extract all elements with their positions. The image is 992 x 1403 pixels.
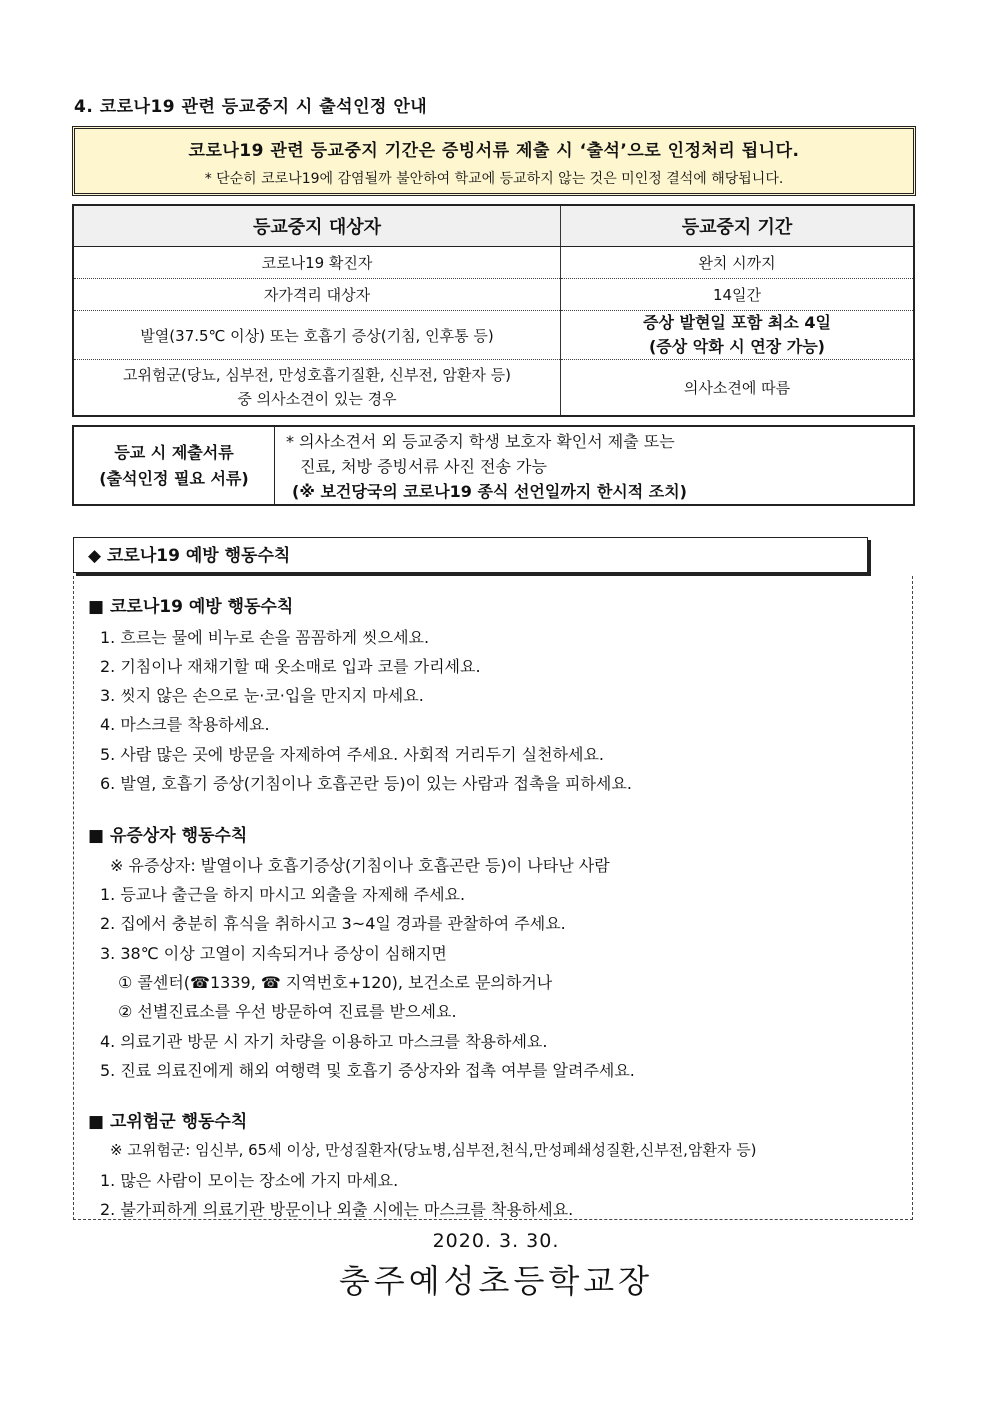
- documents-label: [74, 427, 275, 504]
- period-cell: 14일간: [561, 279, 915, 311]
- documents-label-line: 등교 시 제출서류: [114, 442, 234, 462]
- prevention-title: ■ 코로나19 예방 행동수칙: [88, 597, 294, 617]
- header-target: 등교중지 대상자: [73, 205, 561, 247]
- list-item: 4. 의료기관 방문 시 자기 차량을 이용하고 마스크를 착용하세요.: [100, 1032, 548, 1051]
- period-line: (증상 악화 시 연장 가능): [648, 337, 825, 356]
- documents-line: 진료, 처방 증빙서류 사진 전송 가능: [300, 457, 547, 476]
- target-line: 중 의사소견이 있는 경우: [237, 390, 397, 409]
- document-date: 2020. 3. 30.: [432, 1230, 560, 1252]
- symptomatic-note: ※ 유증상자: 발열이나 호흡기증상(기침이나 호흡곤란 등)이 나타난 사람: [110, 856, 610, 875]
- list-item: 3. 38℃ 이상 고열이 지속되거나 증상이 심해지면: [100, 944, 447, 963]
- high-risk-title: ■ 고위험군 행동수칙: [88, 1112, 248, 1132]
- period-cell: 완치 시까지: [561, 247, 915, 279]
- documents-note: (※ 보건당국의 코로나19 종식 선언일까지 한시적 조치): [292, 482, 687, 501]
- table-row: [73, 311, 914, 360]
- target-cell: 발열(37.5℃ 이상) 또는 호흡기 증상(기침, 인후통 등): [73, 311, 561, 360]
- list-item: 1. 많은 사람이 모이는 장소에 가지 마세요.: [100, 1171, 399, 1190]
- table-row: [73, 279, 914, 311]
- list-subitem: ② 선별진료소를 우선 방문하여 진료를 받으세요.: [118, 1002, 457, 1021]
- list-item: 6. 발열, 호흡기 증상(기침이나 호흡곤란 등)이 있는 사람과 접촉을 피하세요.: [100, 774, 632, 793]
- guide-box: [73, 576, 913, 1220]
- target-cell: 자가격리 대상자: [73, 279, 561, 311]
- suspension-period-table: [72, 204, 915, 417]
- notice-main-line: 코로나19 관련 등교중지 기간은 증빙서류 제출 시 ‘출석’으로 인정처리 됩니다.: [188, 141, 800, 161]
- list-item: 2. 불가피하게 의료기관 방문이나 외출 시에는 마스크를 착용하세요.: [100, 1200, 574, 1219]
- header-period: 등교중지 기간: [561, 205, 915, 247]
- list-item: 5. 진료 의료진에게 해외 여행력 및 호흡기 증상자와 접촉 여부를 알려주세요.: [100, 1061, 635, 1080]
- table-row: [73, 360, 914, 416]
- signer-name: 충주예성초등학교장: [338, 1262, 654, 1300]
- target-cell: [73, 360, 561, 416]
- guide-header-bar: ◆ 코로나19 예방 행동수칙: [73, 537, 868, 573]
- target-cell: 코로나19 확진자: [73, 247, 561, 279]
- attendance-notice-box: [72, 126, 916, 196]
- target-line: 고위험군(당뇨, 심부전, 만성호흡기질환, 신부전, 암환자 등): [123, 366, 511, 385]
- list-subitem: ① 콜센터(☎1339, ☎ 지역번호+120), 보건소로 문의하거나: [118, 973, 553, 992]
- period-line: 증상 발현일 포함 최소 4일: [643, 313, 831, 332]
- list-item: 1. 흐르는 물에 비누로 손을 꼼꼼하게 씻으세요.: [100, 628, 430, 647]
- list-item: 2. 집에서 충분히 휴식을 취하시고 3~4일 경과를 관찰하여 주세요.: [100, 914, 566, 933]
- list-item: 4. 마스크를 착용하세요.: [100, 715, 270, 734]
- documents-label-line: (출석인정 필요 서류): [99, 468, 249, 488]
- required-documents-box: [72, 425, 915, 506]
- table-row: [73, 247, 914, 279]
- period-cell: [561, 311, 915, 360]
- list-item: 5. 사람 많은 곳에 방문을 자제하여 주세요. 사회적 거리두기 실천하세요.: [100, 745, 604, 764]
- high-risk-note: ※ 고위험군: 임신부, 65세 이상, 만성질환자(당뇨병,심부전,천식,만성폐쇄성질환,신부전,암환자 등): [110, 1141, 757, 1159]
- documents-line: * 의사소견서 외 등교중지 학생 보호자 확인서 제출 또는: [286, 432, 675, 451]
- list-item: 1. 등교나 출근을 하지 마시고 외출을 자제해 주세요.: [100, 885, 466, 904]
- documents-description: [286, 429, 687, 504]
- list-item: 2. 기침이나 재채기할 때 옷소매로 입과 코를 가리세요.: [100, 657, 481, 676]
- list-item: 3. 씻지 않은 손으로 눈·코·입을 만지지 마세요.: [100, 686, 424, 705]
- period-cell: 의사소견에 따름: [561, 360, 915, 416]
- section-title: 4. 코로나19 관련 등교중지 시 출석인정 안내: [74, 97, 428, 117]
- notice-sub-line: * 단순히 코로나19에 감염될까 불안하여 학교에 등교하지 않는 것은 미인정 결석에 해당됩니다.: [204, 171, 784, 187]
- table-header-row: [73, 205, 914, 247]
- symptomatic-title: ■ 유증상자 행동수칙: [88, 826, 248, 846]
